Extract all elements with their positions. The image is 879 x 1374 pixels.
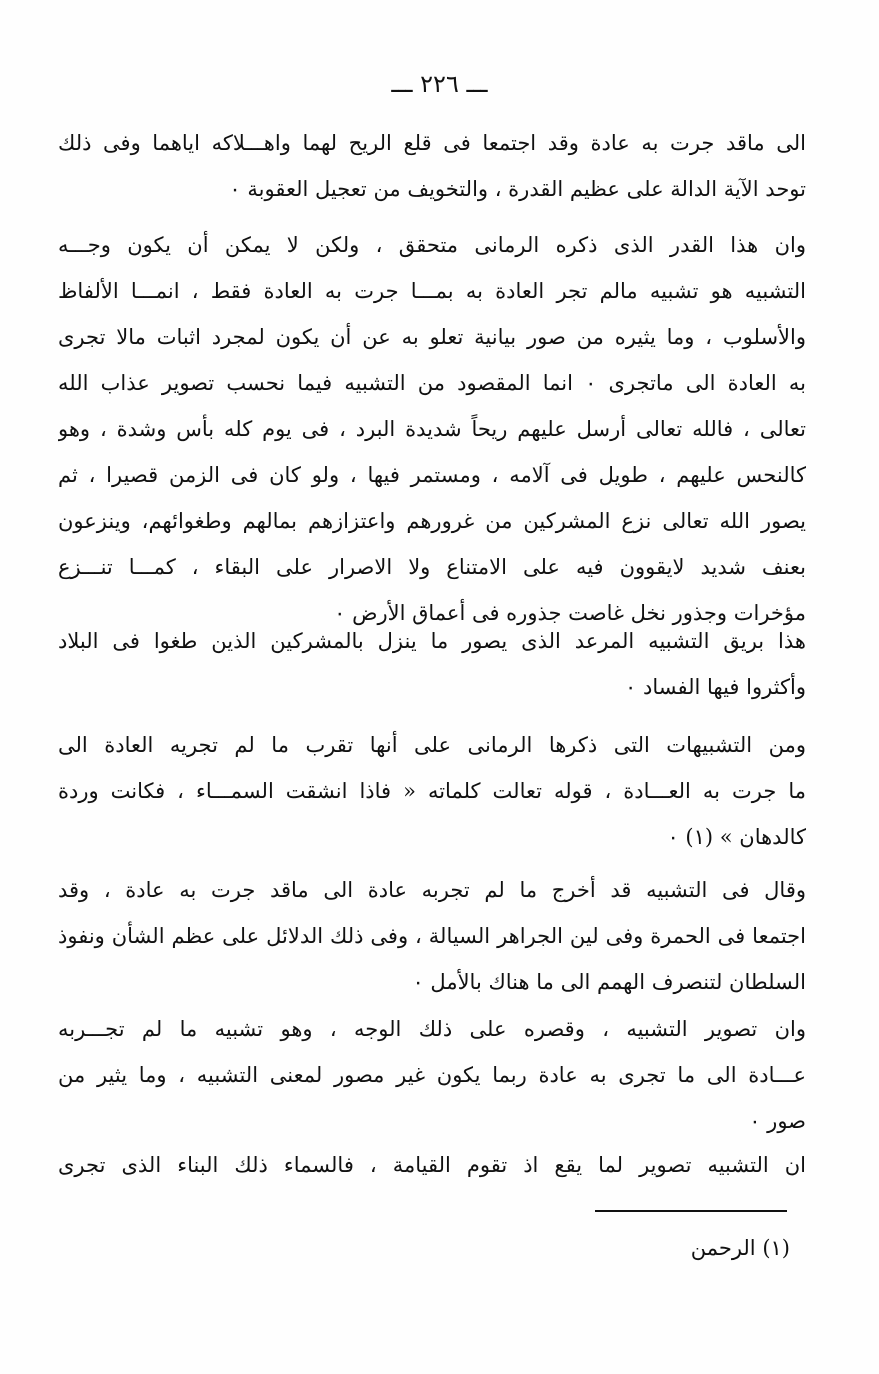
text-line: به العادة الى ماتجرى ٠ انما المقصود من التشبيه فيما نحسب تصوير عذاب الله — [58, 371, 806, 395]
paragraph-2 — [58, 222, 806, 636]
text-line: السلطان لتنصرف الهمم الى ما هناك بالأمل ٠ — [412, 970, 806, 994]
text-line: توحد الآية الدالة على عظيم القدرة ، والتخويف من تعجيل العقوبة ٠ — [229, 177, 806, 201]
text-line: كالدهان » (١) ٠ — [667, 825, 806, 849]
text-line: بعنف شديد لايقوون فيه على الامتناع ولا الاصرار على البقاء ، كمـــا تنـــزع — [58, 555, 806, 579]
text-line: وقال فى التشبيه قد أخرج ما لم تجربه عادة الى ماقد جرت به عادة ، وقد — [58, 878, 806, 902]
text-line: تعالى ، فالله تعالى أرسل عليهم ريحاً شديدة البرد ، فى يوم كله بأس وشدة ، وهو — [58, 417, 806, 441]
text-line: مؤخرات وجذور نخل غاصت جذوره فى أعماق الأرض ٠ — [334, 601, 806, 625]
text-line: ان التشبيه تصوير لما يقع اذ تقوم القيامة ، فالسماء ذلك البناء الذى تجرى — [58, 1153, 806, 1177]
text-line: صور ٠ — [749, 1109, 806, 1133]
text-line: التشبيه هو تشبيه مالم تجر العادة به بمـــا جرت به العادة فقط ، انمـــا الألفاظ — [58, 279, 806, 303]
paragraph-7 — [58, 1142, 806, 1188]
page-number: ـــ ٢٢٦ ـــ — [391, 70, 488, 98]
text-line: ومن التشبيهات التى ذكرها الرمانى على أنها تقرب ما لم تجريه العادة الى — [58, 733, 806, 757]
text-line: عـــادة الى ما تجرى به عادة ربما يكون غير مصور لمعنى التشبيه ، وما يثير من — [58, 1063, 806, 1087]
text-line: يصور الله تعالى نزع المشركين من غرورهم واعتزازهم بمالهم وطغوائهم، وينزعون — [58, 509, 806, 533]
text-line: والأسلوب ، وما يثيره من صور بيانية تعلو به عن أن يكون لمجرد اثبات مالا تجرى — [58, 325, 806, 349]
text-line: الى ماقد جرت به عادة وقد اجتمعا فى قلع الريح لهما واهـــلاكه اياهما وفى ذلك — [58, 131, 806, 155]
paragraph-4 — [58, 722, 806, 860]
paragraph-3 — [58, 618, 806, 710]
footnote-divider — [595, 1210, 787, 1212]
footnote: (١) الرحمن — [690, 1236, 790, 1260]
paragraph-6 — [58, 1006, 806, 1144]
text-line: كالنحس عليهم ، طويل فى آلامه ، ومستمر فيها ، ولو كان فى الزمن قصيرا ، ثم — [58, 463, 806, 487]
text-line: وان هذا القدر الذى ذكره الرمانى متحقق ، ولكن لا يمكن أن يكون وجـــه — [58, 233, 806, 257]
paragraph-1 — [58, 120, 806, 212]
text-line: وأكثروا فيها الفساد ٠ — [625, 675, 806, 699]
text-line: ما جرت به العـــادة ، قوله تعالت كلماته « فاذا انشقت السمـــاء ، فكانت وردة — [58, 779, 806, 803]
text-line: وان تصوير التشبيه ، وقصره على ذلك الوجه ، وهو تشبيه ما لم تجـــربه — [58, 1017, 806, 1041]
paragraph-5 — [58, 867, 806, 1005]
text-line: هذا بريق التشبيه المرعد الذى يصور ما ينزل بالمشركين الذين طغوا فى البلاد — [58, 629, 806, 653]
text-line: اجتمعا فى الحمرة وفى لين الجراهر السيالة ، وفى ذلك الدلائل على عظم الشأن ونفوذ — [58, 924, 806, 948]
